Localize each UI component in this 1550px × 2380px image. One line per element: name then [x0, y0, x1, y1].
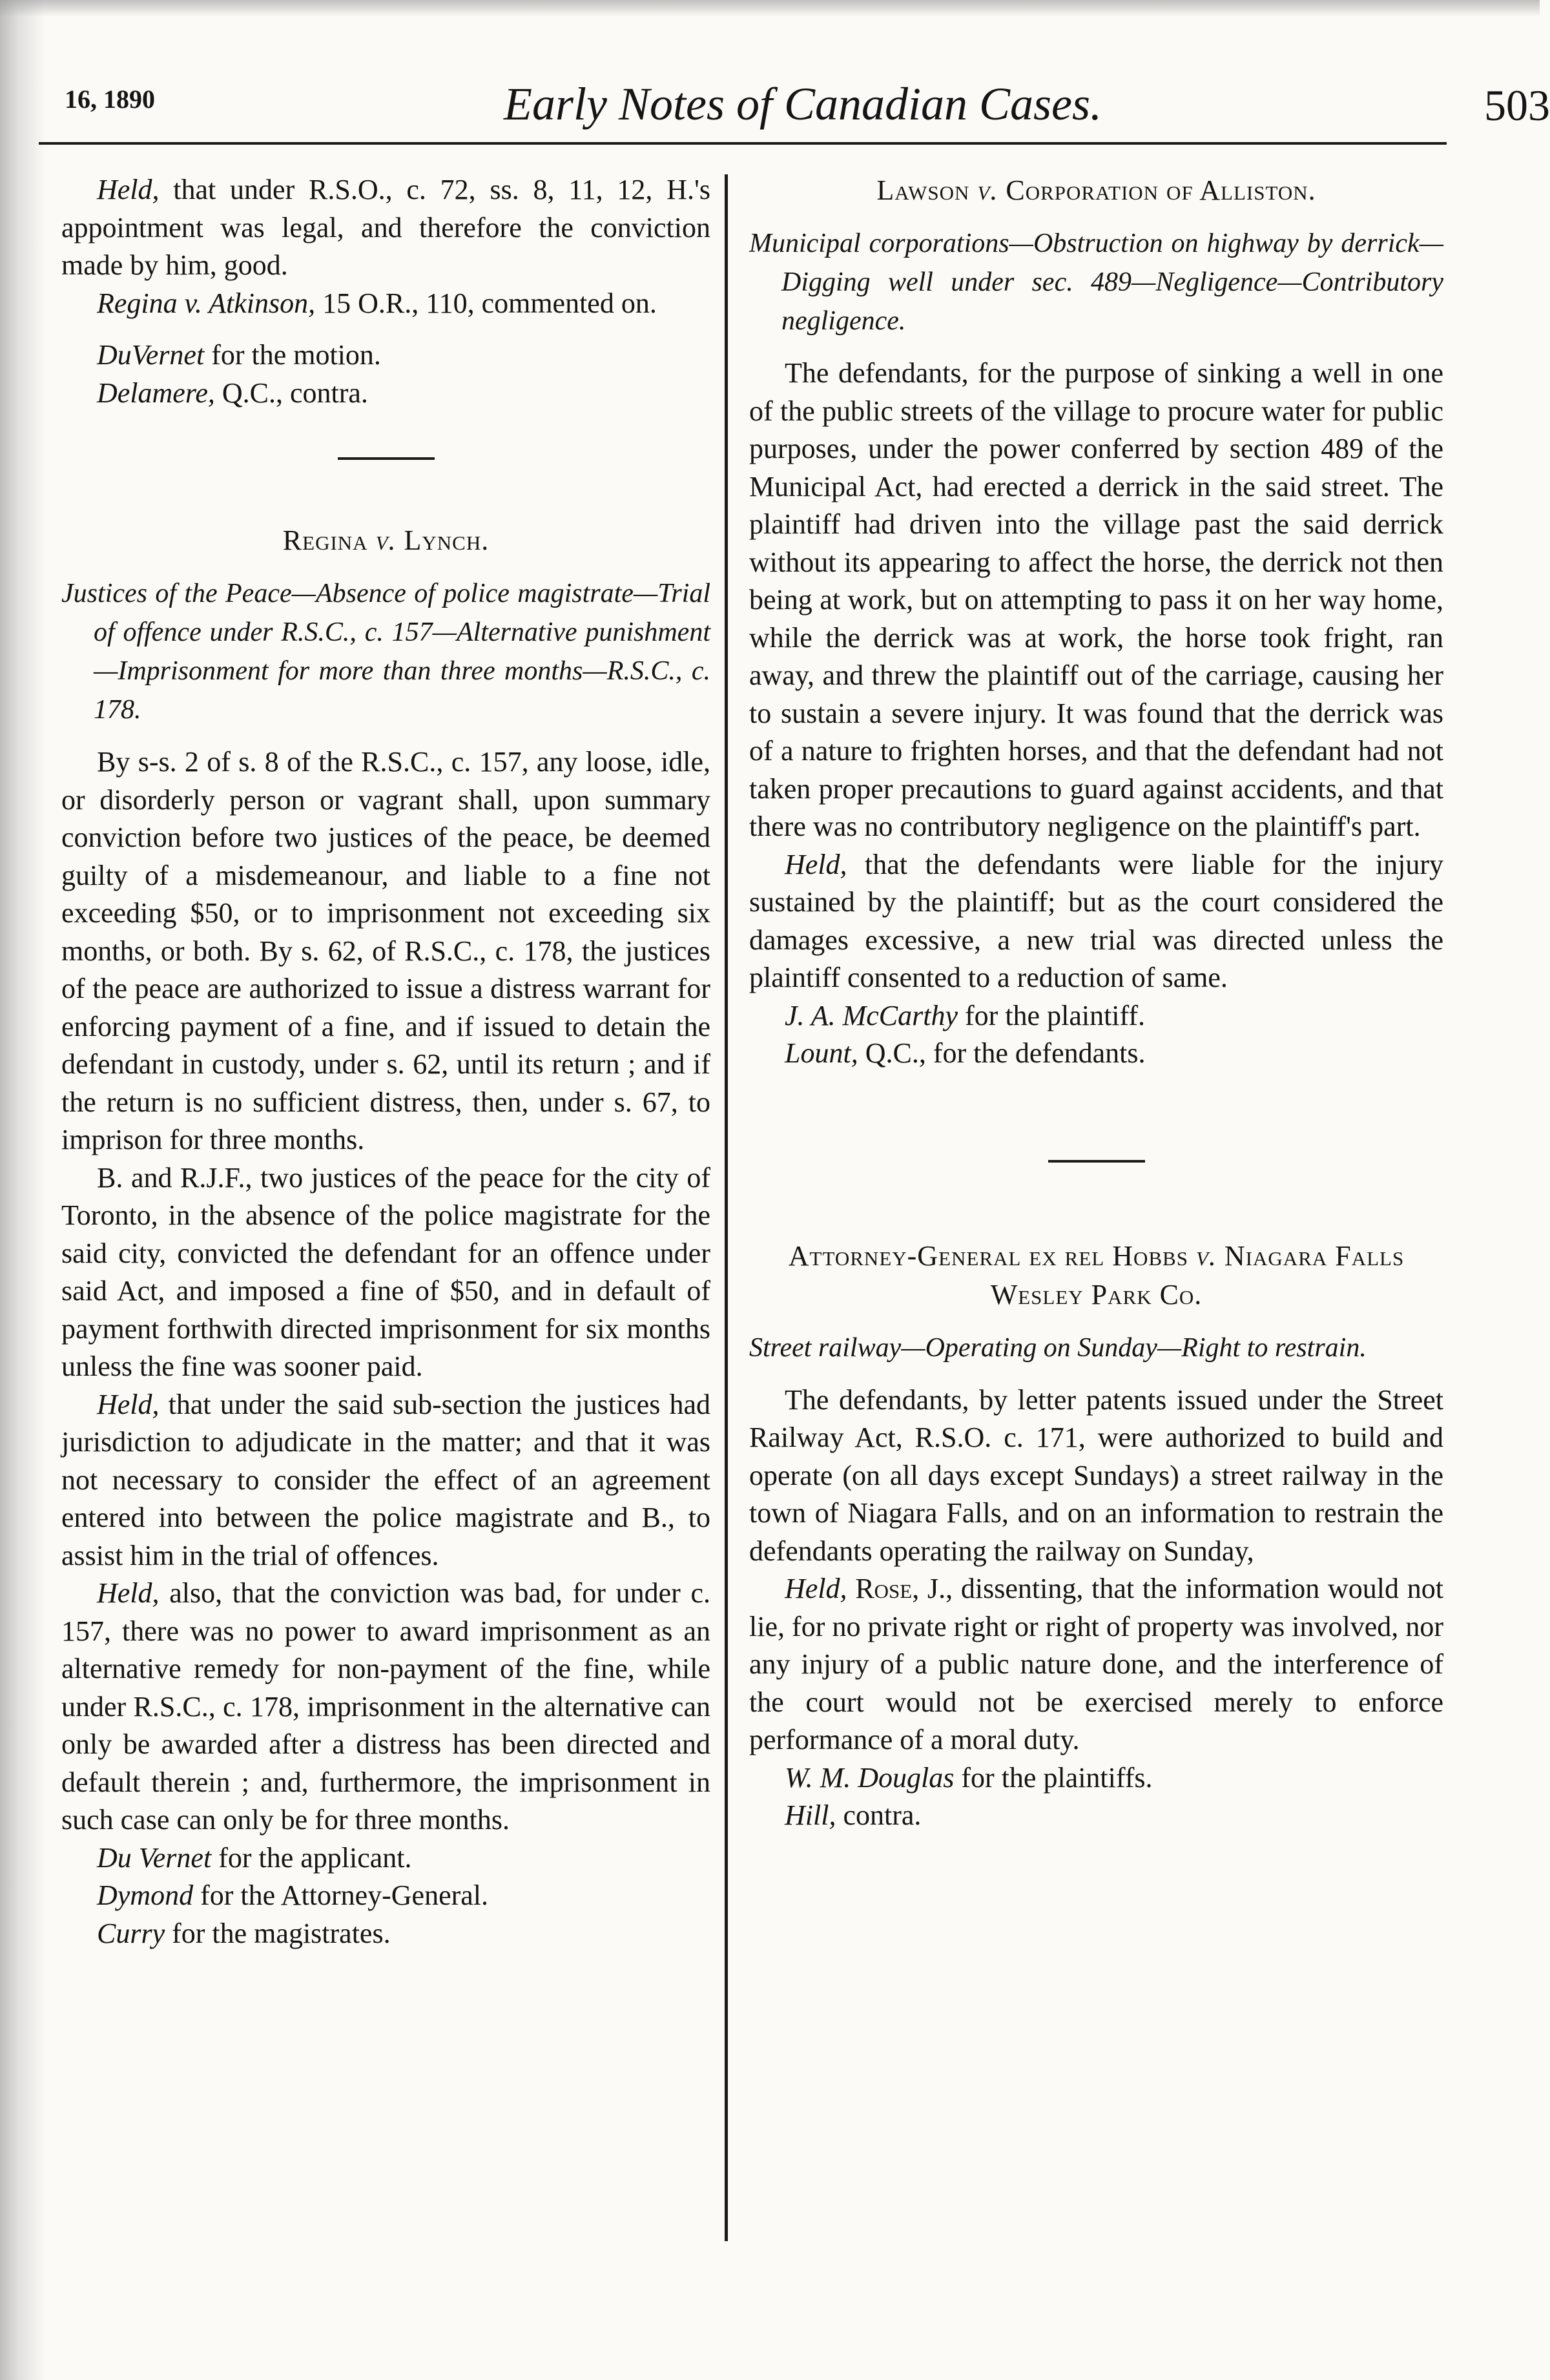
counsel-name: Dymond [97, 1879, 194, 1911]
judge-name: Rose, J., [847, 1573, 953, 1604]
scan-shadow-left [0, 0, 45, 2380]
cited-case: Regina v. Atkinson, [97, 287, 316, 319]
counsel-name: Delamere, [97, 377, 215, 409]
case-title-lawson [749, 171, 1443, 210]
counsel-line [749, 1759, 1443, 1797]
case-title-attorney-general [749, 1237, 1443, 1314]
counsel-name: J. A. McCarthy [785, 999, 958, 1031]
right-column [749, 171, 1443, 1835]
counsel-line [749, 1797, 1443, 1835]
counsel-line [61, 375, 710, 413]
counsel-line [749, 1035, 1443, 1073]
counsel-line [61, 1877, 710, 1915]
case-party: Lawson [876, 174, 978, 206]
counsel-role: for the plaintiff. [958, 999, 1146, 1031]
held-label: Held, [97, 1577, 160, 1609]
case-party: Lynch. [396, 524, 490, 556]
case-citation [61, 285, 710, 323]
body-paragraph: B. and R.J.F., two justices of the peace for the city of Toronto, in the absence of the police magistrate for the said city, convicted the defendant for an offence under said Act, and imposed a fine of $50, and in default of payment forthwith directed imprisonment for six months unless the fine was sooner paid. [61, 1161, 710, 1382]
header-rule [39, 142, 1447, 145]
counsel-role: for the plaintiffs. [954, 1761, 1153, 1794]
counsel-line [61, 336, 710, 375]
counsel-role: Q.C., for the defendants. [858, 1037, 1146, 1069]
counsel-line [61, 1915, 710, 1953]
body-paragraph: By s-s. 2 of s. 8 of the R.S.C., c. 157, any loose, idle, or disorderly person or vagrant shall, upon summary conviction before two justices of the peace, be deemed guilty of a misdemeanour, and liable to a fine not exceeding $50, or to imprisonment not exceeding six months, or both. By s. 62, of R.S.C., c. 178, the justices of the peace are authorized to issue a distress warrant for enforcing payment of a fine, and if issued to detain the defendant in custody, under s. 62, until its return ; and if the return is no sufficient distress, then, under s. 67, to imprison for three months. [61, 746, 710, 1155]
cited-text: 15 O.R., 110, commented on. [315, 287, 657, 319]
counsel-role: for the motion. [204, 339, 381, 371]
held-text: dissenting, that the information would not lie, for no private right or right of property was involved, nor any injury of a public nature done, and the interference of the court would not be exercised merely to enforce performance of a moral duty. [749, 1573, 1443, 1755]
counsel-name: Lount, [785, 1037, 858, 1069]
counsel-role: for the Attorney-General. [193, 1879, 489, 1911]
headnote: Street railway—Operating on Sunday—Right to restrain. [749, 1332, 1367, 1363]
counsel-name: Hill, [785, 1799, 836, 1831]
body-paragraph: The defendants, by letter patents issued under the Street Railway Act, R.S.O. c. 171, were authorized to build and operate (on all days except Sundays) a street railway in the town of Niagara Falls, and on an information to restrain the defendants operating the railway on Sunday, [749, 1383, 1443, 1567]
column-divider [725, 174, 728, 2241]
page-number: 503 [1484, 81, 1550, 130]
held-label: Held, [97, 174, 160, 205]
counsel-line [749, 997, 1443, 1035]
scan-shadow-top [0, 0, 1540, 17]
headnote: Justices of the Peace—Absence of police magistrate—Trial of offence under R.S.C., c. 157—Alternative punishment—Imprisonment for more than three months—R.S.C., c. 178. [61, 579, 710, 725]
held-label: Held, [785, 848, 847, 880]
counsel-line [61, 1839, 710, 1878]
page-header [39, 71, 1550, 149]
versus: v. [977, 174, 998, 206]
counsel-name: W. M. Douglas [785, 1761, 955, 1794]
header-date: 16, 1890 [65, 85, 155, 114]
counsel-name: Du Vernet [97, 1841, 212, 1874]
held-paragraph [61, 171, 710, 285]
versus: v. [1195, 1239, 1217, 1272]
case-party: Regina [282, 524, 376, 556]
left-column [61, 171, 710, 1952]
held-paragraph [61, 1575, 710, 1839]
held-text: also, that the conviction was bad, for under c. 157, there was no power to award imprisonment as an alternative remedy for non-payment of the fine, while under R.S.C., c. 178, imprisonment in the alternative can only be awarded after a distress has been directed and default therein ; and, furthermore, the imprisonment in such case can only be for three months. [61, 1577, 710, 1836]
running-title: Early Notes of Canadian Cases. [504, 78, 1102, 130]
held-text: that under R.S.O., c. 72, ss. 8, 11, 12, H.'s appointment was legal, and therefore the conviction made by him, good. [61, 174, 710, 281]
body-paragraph: The defendants, for the purpose of sinking a well in one of the public streets of the village to procure water for public purposes, under the power conferred by section 489 of the Municipal Act, had erected a derrick in the said street. The plaintiff had driven into the village past the said derrick without its appearing to affect the horse, the derrick not then being at work, but on attempting to pass it on her way home, while the derrick was at work, the horse took fright, ran away, and threw the plaintiff out of the carriage, causing her to sustain a severe injury. It was found that the derrick was of a nature to frighten horses, and that the defendant had not taken proper precautions to guard against accidents, and that there was no contributory negligence on the plaintiff's part. [749, 357, 1443, 842]
headnote: Municipal corporations—Obstruction on highway by derrick—Digging well under sec. 489—Negligence—Contributory negligence. [749, 229, 1443, 336]
held-paragraph [749, 1570, 1443, 1759]
versus: v. [375, 524, 397, 556]
case-title-regina-lynch [61, 521, 710, 560]
held-text: that under the said sub-section the justices had jurisdiction to adjudicate in the matter; and that it was not necessary to consider the effect of an agreement entered into between the police magistrate and B., to assist him in the trial of offences. [61, 1388, 710, 1571]
counsel-role: Q.C., contra. [214, 377, 368, 409]
counsel-role: for the magistrates. [165, 1917, 391, 1949]
held-label: Held, [785, 1573, 847, 1604]
case-party: Niagara Falls Wesley Park Co. [990, 1239, 1405, 1310]
case-party: Attorney-General ex rel Hobbs [788, 1239, 1196, 1272]
counsel-role: for the applicant. [211, 1841, 412, 1874]
counsel-name: Curry [97, 1917, 165, 1949]
counsel-name: DuVernet [97, 339, 205, 371]
held-paragraph [749, 846, 1443, 997]
held-paragraph [61, 1386, 710, 1575]
case-party: Corporation of Alliston. [998, 174, 1316, 206]
counsel-role: contra. [836, 1799, 922, 1831]
held-text: that the defendants were liable for the injury sustained by the plaintiff; but as the court considered the damages excessive, a new trial was directed unless the plaintiff consented to a reduction of same. [749, 848, 1443, 993]
held-label: Held, [97, 1388, 160, 1420]
